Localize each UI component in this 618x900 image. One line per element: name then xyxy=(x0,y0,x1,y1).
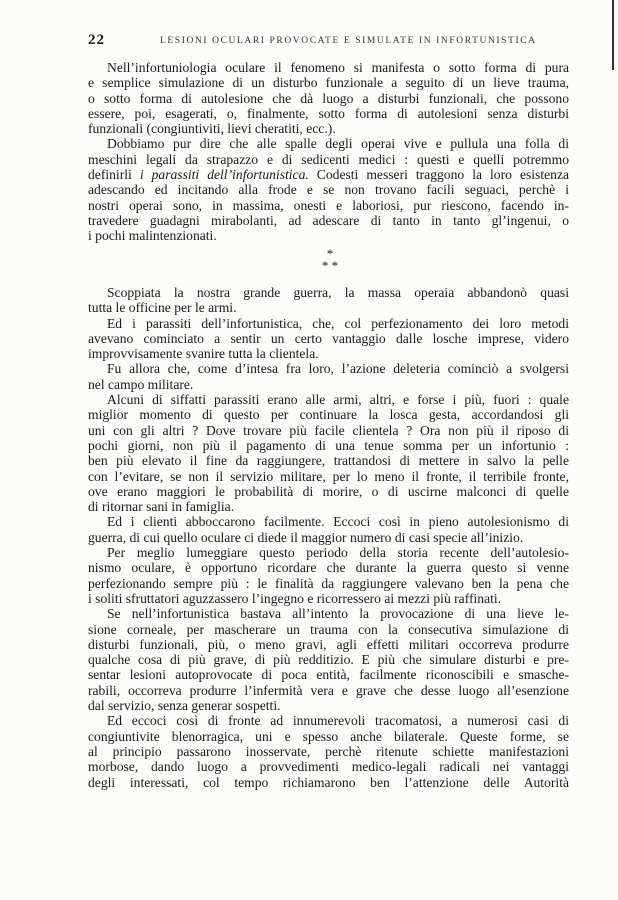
text-segment: o sotto forma di autolesione che dà luogo a disturbi funzionali, che possono xyxy=(88,90,569,106)
text-segment: Se nell’infortunistica bastava all’intento la provocazione di una lieve le- xyxy=(107,606,569,622)
text-line xyxy=(88,423,569,438)
text-line xyxy=(88,484,569,499)
text-line xyxy=(88,514,569,529)
text-segment: Ed i clienti abboccarono facilmente. Eccoci così in pieno autolesionismo di xyxy=(107,514,569,530)
text-line xyxy=(88,591,569,606)
text-segment: meschini legali da strapazzo e di sedicenti medici : questi e quelli potremmo xyxy=(88,151,569,167)
text-line xyxy=(88,545,569,560)
text-segment: tutta le officine per le armi. xyxy=(88,300,237,316)
text-line xyxy=(88,729,569,744)
text-line xyxy=(88,667,569,682)
text-line xyxy=(88,713,569,728)
text-segment: di ritornar sani in famiglia. xyxy=(88,499,235,515)
text-segment: pochi giorni, non più il pagamento di una tenue somma per un infortunio : xyxy=(88,437,569,453)
text-line xyxy=(88,152,569,167)
text-segment: definirli xyxy=(88,167,140,183)
text-line xyxy=(88,213,569,228)
text-line xyxy=(88,346,569,361)
text-segment: i pochi malintenzionati. xyxy=(88,228,217,244)
text-segment: travedere guadagni mirabolanti, ad adescare di tanto in tanto gl’ingenui, o xyxy=(88,212,569,228)
text-segment: miglior momento di questo per continuare la losca gesta, accordandosi gli xyxy=(88,407,569,423)
text-segment: Scoppiata la nostra grande guerra, la massa operaia abbandonò quasi xyxy=(107,285,569,300)
body-text-block xyxy=(88,285,569,790)
asterism-top: * xyxy=(326,246,334,261)
text-segment: guerra, di cui quello oculare ci diede il maggior numero di casi specie all’inizio. xyxy=(88,529,524,545)
text-segment: uni con gli altri ? Dove trovare più facile clientela ? Ora non più il riposo di xyxy=(88,422,569,438)
text-line xyxy=(88,75,569,90)
text-line xyxy=(88,392,569,407)
text-segment: Per meglio lumeggiare questo periodo della storia recente dell’autolesio- xyxy=(107,545,569,561)
text-segment: qualche cosa di più grave, di più redditizio. E più che simulare disturbi e pre- xyxy=(88,652,569,668)
text-line xyxy=(88,106,569,121)
text-segment: Fu allora che, come d’intesa fra loro, l’azione deleteria cominciò a svolgersi xyxy=(107,361,569,377)
text-line xyxy=(88,698,569,713)
text-segment: Nell’infortuniologia oculare il fenomeno si manifesta o sotto forma di pura xyxy=(107,60,569,75)
text-segment: adescando ed incitando alla frode e se non trovano facili seguaci, perchè i xyxy=(88,182,569,198)
text-line xyxy=(88,469,569,484)
text-segment: degli interessati, col tempo richiamarono ben l’attenzione delle Autorità xyxy=(88,774,569,790)
text-segment: nostri operai sono, in massima, onesti e laboriosi, pur riescono, facendo in- xyxy=(88,197,569,213)
section-separator-asterism xyxy=(312,248,348,272)
text-segment: Alcuni di siffatti parassiti erano alle armi, altri, e forse i più, fuori : quale xyxy=(107,392,569,408)
text-segment: Codesti messeri traggono la loro esistenza xyxy=(308,167,569,183)
text-segment: ove erano maggiori le probabilità di morire, o di uscirne malconci di quelle xyxy=(88,483,569,499)
text-line xyxy=(88,438,569,453)
text-segment: Ed eccoci così di fronte ad innumerevoli tracomatosi, a numerosi casi di xyxy=(107,713,569,729)
text-line xyxy=(88,121,569,136)
text-line xyxy=(88,407,569,422)
running-title: LESIONI OCULARI PROVOCATE E SIMULATE IN INFORTUNISTICA xyxy=(160,36,537,46)
text-segment: nel campo militare. xyxy=(88,376,194,392)
text-line xyxy=(88,652,569,667)
text-segment: ben più elevato il fine da raggiungere, trattandosi di mettere in salvo la pelle xyxy=(88,453,569,469)
text-segment: i soliti sfruttatori aguzzassero l’ingegno e ricorressero ai mezzi più raffinati. xyxy=(88,590,502,606)
scan-edge-mark xyxy=(612,0,614,70)
intro-text-block xyxy=(88,60,569,244)
text-line xyxy=(88,198,569,213)
page-number: 22 xyxy=(88,32,105,48)
italic-text: i parassiti dell’infortunistica. xyxy=(139,167,309,183)
text-segment: Dobbiamo pur dire che alle spalle degli operai vive e pullula una folla di xyxy=(107,136,569,152)
text-line xyxy=(88,300,569,315)
text-segment: al principio passarono inosservate, perchè ritenute schiette manifestazioni xyxy=(88,743,569,759)
text-line xyxy=(88,759,569,774)
text-line xyxy=(88,331,569,346)
text-segment: congiuntivite blenorragica, uni e spesso anche bilaterale. Queste forme, se xyxy=(88,728,569,744)
text-segment: nismo oculare, è opportuno ricordare che durante la guerra questo si venne xyxy=(88,560,569,576)
text-segment: improvvisamente svanire tutta la clientela. xyxy=(88,346,319,362)
text-segment: e semplice simulazione di un disturbo funzionale a seguito di un lieve trauma, xyxy=(88,75,569,91)
text-line xyxy=(88,182,569,197)
text-segment: essere, poi, esagerati, o, finalmente, sotto forma di autolesioni senza disturbi xyxy=(88,105,569,121)
text-line xyxy=(88,136,569,151)
text-line xyxy=(88,316,569,331)
text-line xyxy=(88,60,569,75)
text-segment: rabili, occorreva produrre l’infermità vera e grave che desse luogo all’esenzione xyxy=(88,682,569,698)
text-segment: sione corneale, per mascherare un trauma con la consecutiva simulazione di xyxy=(88,621,569,637)
asterism-bottom: * * xyxy=(321,258,339,273)
text-line xyxy=(88,576,569,591)
text-segment: funzionali (congiuntiviti, lievi cheratiti, ecc.). xyxy=(88,121,336,137)
text-line xyxy=(88,775,569,790)
text-line xyxy=(88,683,569,698)
text-line xyxy=(88,285,569,300)
text-line xyxy=(88,361,569,376)
text-line xyxy=(88,530,569,545)
text-line xyxy=(88,228,569,243)
text-segment: avevano cominciato a sentir un certo vantaggio dalle losche imprese, videro xyxy=(88,330,569,346)
text-line xyxy=(88,91,569,106)
text-segment: disturbi funzionali, più, o meno gravi, agli effetti militari occorreva produrre xyxy=(88,636,569,652)
text-segment: Ed i parassiti dell’infortunistica, che, col perfezionamento dei loro metodi xyxy=(107,315,569,331)
text-line xyxy=(88,622,569,637)
text-line xyxy=(88,560,569,575)
text-line xyxy=(88,499,569,514)
text-line xyxy=(88,167,569,182)
text-segment: sentar lesioni autoprovocate di poca entità, facilmente riconoscibili e smasche- xyxy=(88,667,569,683)
text-segment: con l’evitare, se non il servizio militare, per lo meno il fronte, il terribile fronte, xyxy=(88,468,569,484)
text-segment: dal servizio, senza generar sospetti. xyxy=(88,698,281,714)
text-line xyxy=(88,606,569,621)
text-line xyxy=(88,453,569,468)
text-segment: perfezionando sempre più : le finalità da raggiungere valevano ben la pena che xyxy=(88,575,569,591)
text-segment: morbose, dando luogo a provvedimenti medico-legali radicali nei vantaggi xyxy=(88,759,569,775)
text-line xyxy=(88,744,569,759)
text-line xyxy=(88,637,569,652)
text-line xyxy=(88,377,569,392)
